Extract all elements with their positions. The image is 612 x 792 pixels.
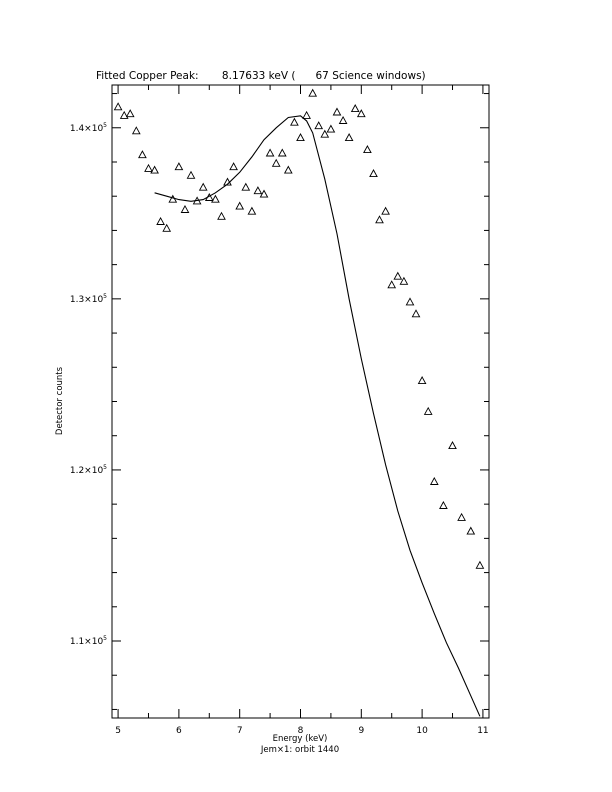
x-tick-label: 9 bbox=[358, 726, 365, 736]
data-point bbox=[181, 206, 188, 213]
data-point bbox=[200, 184, 207, 191]
data-point bbox=[388, 281, 395, 288]
data-point bbox=[352, 105, 359, 112]
data-point bbox=[175, 163, 182, 170]
y-axis-label: Detector counts bbox=[55, 366, 65, 436]
data-point bbox=[291, 119, 298, 126]
x-tick-label: 11 bbox=[477, 726, 489, 736]
data-point bbox=[449, 442, 456, 449]
x-tick-label: 8 bbox=[297, 726, 304, 736]
data-point bbox=[412, 310, 419, 317]
y-tick-label: $1.2\times 10^5$ bbox=[69, 463, 107, 476]
data-point bbox=[346, 134, 353, 141]
data-point bbox=[115, 103, 122, 110]
data-point bbox=[419, 377, 426, 384]
data-point bbox=[273, 160, 280, 167]
data-point bbox=[406, 298, 413, 305]
data-point bbox=[267, 149, 274, 156]
x-tick-label: 6 bbox=[176, 726, 182, 736]
x-axis-label: Energy (keV) bbox=[272, 734, 328, 744]
data-point bbox=[121, 112, 128, 119]
data-point bbox=[425, 408, 432, 415]
fit-curve bbox=[155, 116, 480, 717]
data-point bbox=[242, 184, 249, 191]
y-tick-label: $1.1\times 10^5$ bbox=[69, 635, 107, 648]
data-point bbox=[254, 187, 261, 194]
chart-subtitle: Jem×1: orbit 1440 bbox=[260, 745, 340, 755]
x-tick-label: 5 bbox=[115, 726, 121, 736]
data-point bbox=[285, 167, 292, 174]
data-point bbox=[236, 203, 243, 210]
data-point bbox=[327, 126, 334, 133]
data-point bbox=[127, 110, 134, 117]
data-point bbox=[230, 163, 237, 170]
data-point bbox=[458, 514, 465, 521]
data-point bbox=[376, 216, 383, 223]
data-point bbox=[145, 165, 152, 172]
data-point bbox=[248, 208, 255, 215]
y-tick-label: $1.3\times 10^5$ bbox=[69, 292, 107, 305]
data-point bbox=[157, 218, 164, 225]
data-point bbox=[467, 528, 474, 535]
x-tick-label: 10 bbox=[416, 726, 428, 736]
data-points bbox=[115, 90, 484, 569]
y-tick-label: $1.4\times 10^5$ bbox=[69, 121, 107, 134]
data-point bbox=[133, 127, 140, 134]
data-point bbox=[163, 225, 170, 232]
x-ticks bbox=[115, 85, 488, 736]
data-point bbox=[394, 273, 401, 280]
data-point bbox=[212, 196, 219, 203]
data-point bbox=[297, 134, 304, 141]
data-point bbox=[309, 90, 316, 97]
data-point bbox=[279, 149, 286, 156]
chart-title: Fitted Copper Peak: 8.17633 keV ( 67 Science windows) bbox=[96, 70, 426, 82]
data-point bbox=[382, 208, 389, 215]
data-point bbox=[303, 112, 310, 119]
data-point bbox=[364, 146, 371, 153]
plot-frame bbox=[112, 85, 489, 718]
y-ticks bbox=[70, 94, 489, 710]
data-point bbox=[476, 562, 483, 569]
data-point bbox=[370, 170, 377, 177]
data-point bbox=[139, 151, 146, 158]
data-point bbox=[340, 117, 347, 124]
data-point bbox=[333, 108, 340, 115]
data-point bbox=[431, 478, 438, 485]
x-tick-label: 7 bbox=[236, 726, 243, 736]
data-point bbox=[151, 167, 158, 174]
data-point bbox=[187, 172, 194, 179]
data-point bbox=[315, 122, 322, 129]
data-point bbox=[218, 213, 225, 220]
data-point bbox=[440, 502, 447, 509]
